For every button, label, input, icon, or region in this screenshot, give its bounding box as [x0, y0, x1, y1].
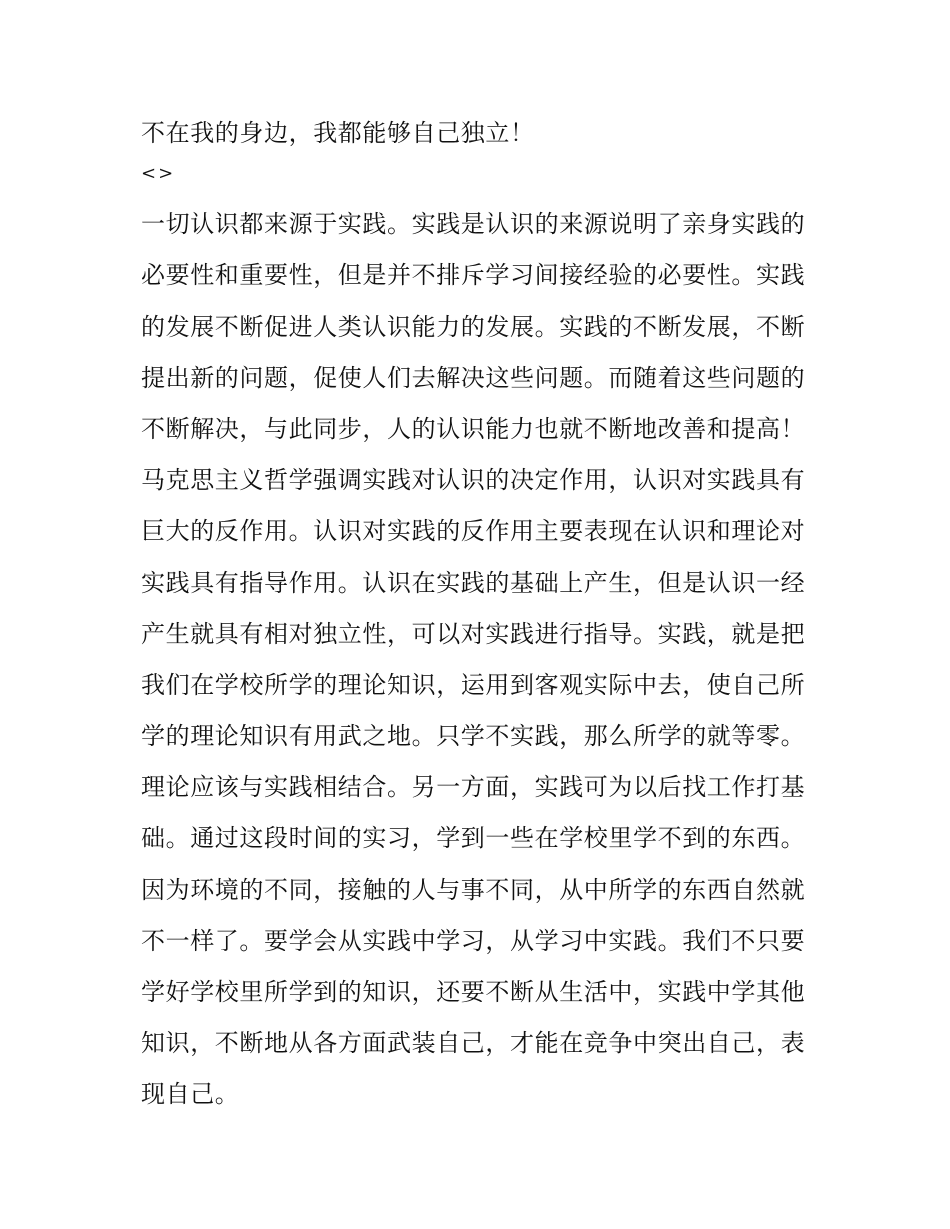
body-line: 学的理论知识有用武之地。只学不实践，那么所学的就等零。 [141, 722, 806, 751]
body-line: 必要性和重要性，但是并不排斥学习间接经验的必要性。实践 [141, 261, 806, 290]
body-line: 知识，不断地从各方面武装自己，才能在竞争中突出自己，表 [141, 1029, 806, 1058]
body-line: 我们在学校所学的理论知识，运用到客观实际中去，使自己所 [141, 670, 806, 699]
separator-marker: <> [141, 163, 176, 185]
body-line: 理论应该与实践相结合。另一方面，实践可为以后找工作打基 [141, 773, 806, 802]
body-line: 不一样了。要学会从实践中学习，从学习中实践。我们不只要 [141, 926, 806, 955]
text-block [141, 108, 831, 1121]
body-line: 巨大的反作用。认识对实践的反作用主要表现在认识和理论对 [141, 517, 806, 546]
body-line: 因为环境的不同，接触的人与事不同，从中所学的东西自然就 [141, 875, 806, 904]
body-line: 实践具有指导作用。认识在实践的基础上产生，但是认识一经 [141, 568, 806, 597]
body-line: 产生就具有相对独立性，可以对实践进行指导。实践，就是把 [141, 619, 806, 648]
body-line: 现自己。 [141, 1080, 240, 1109]
intro-line: 不在我的身边，我都能够自己独立！ [141, 119, 535, 147]
body-line: 学好学校里所学到的知识，还要不断从生活中，实践中学其他 [141, 978, 806, 1006]
body-line: 马克思主义哲学强调实践对认识的决定作用，认识对实践具有 [141, 466, 806, 495]
body-line: 的发展不断促进人类认识能力的发展。实践的不断发展，不断 [141, 312, 806, 341]
body-line: 一切认识都来源于实践。实践是认识的来源说明了亲身实践的 [141, 210, 806, 239]
body-line: 不断解决，与此同步，人的认识能力也就不断地改善和提高！ [141, 414, 806, 443]
body-line: 础。通过这段时间的实习，学到一些在学校里学不到的东西。 [141, 824, 806, 853]
body-paragraph [141, 199, 831, 1120]
body-line: 提出新的问题，促使人们去解决这些问题。而随着这些问题的 [141, 363, 806, 392]
